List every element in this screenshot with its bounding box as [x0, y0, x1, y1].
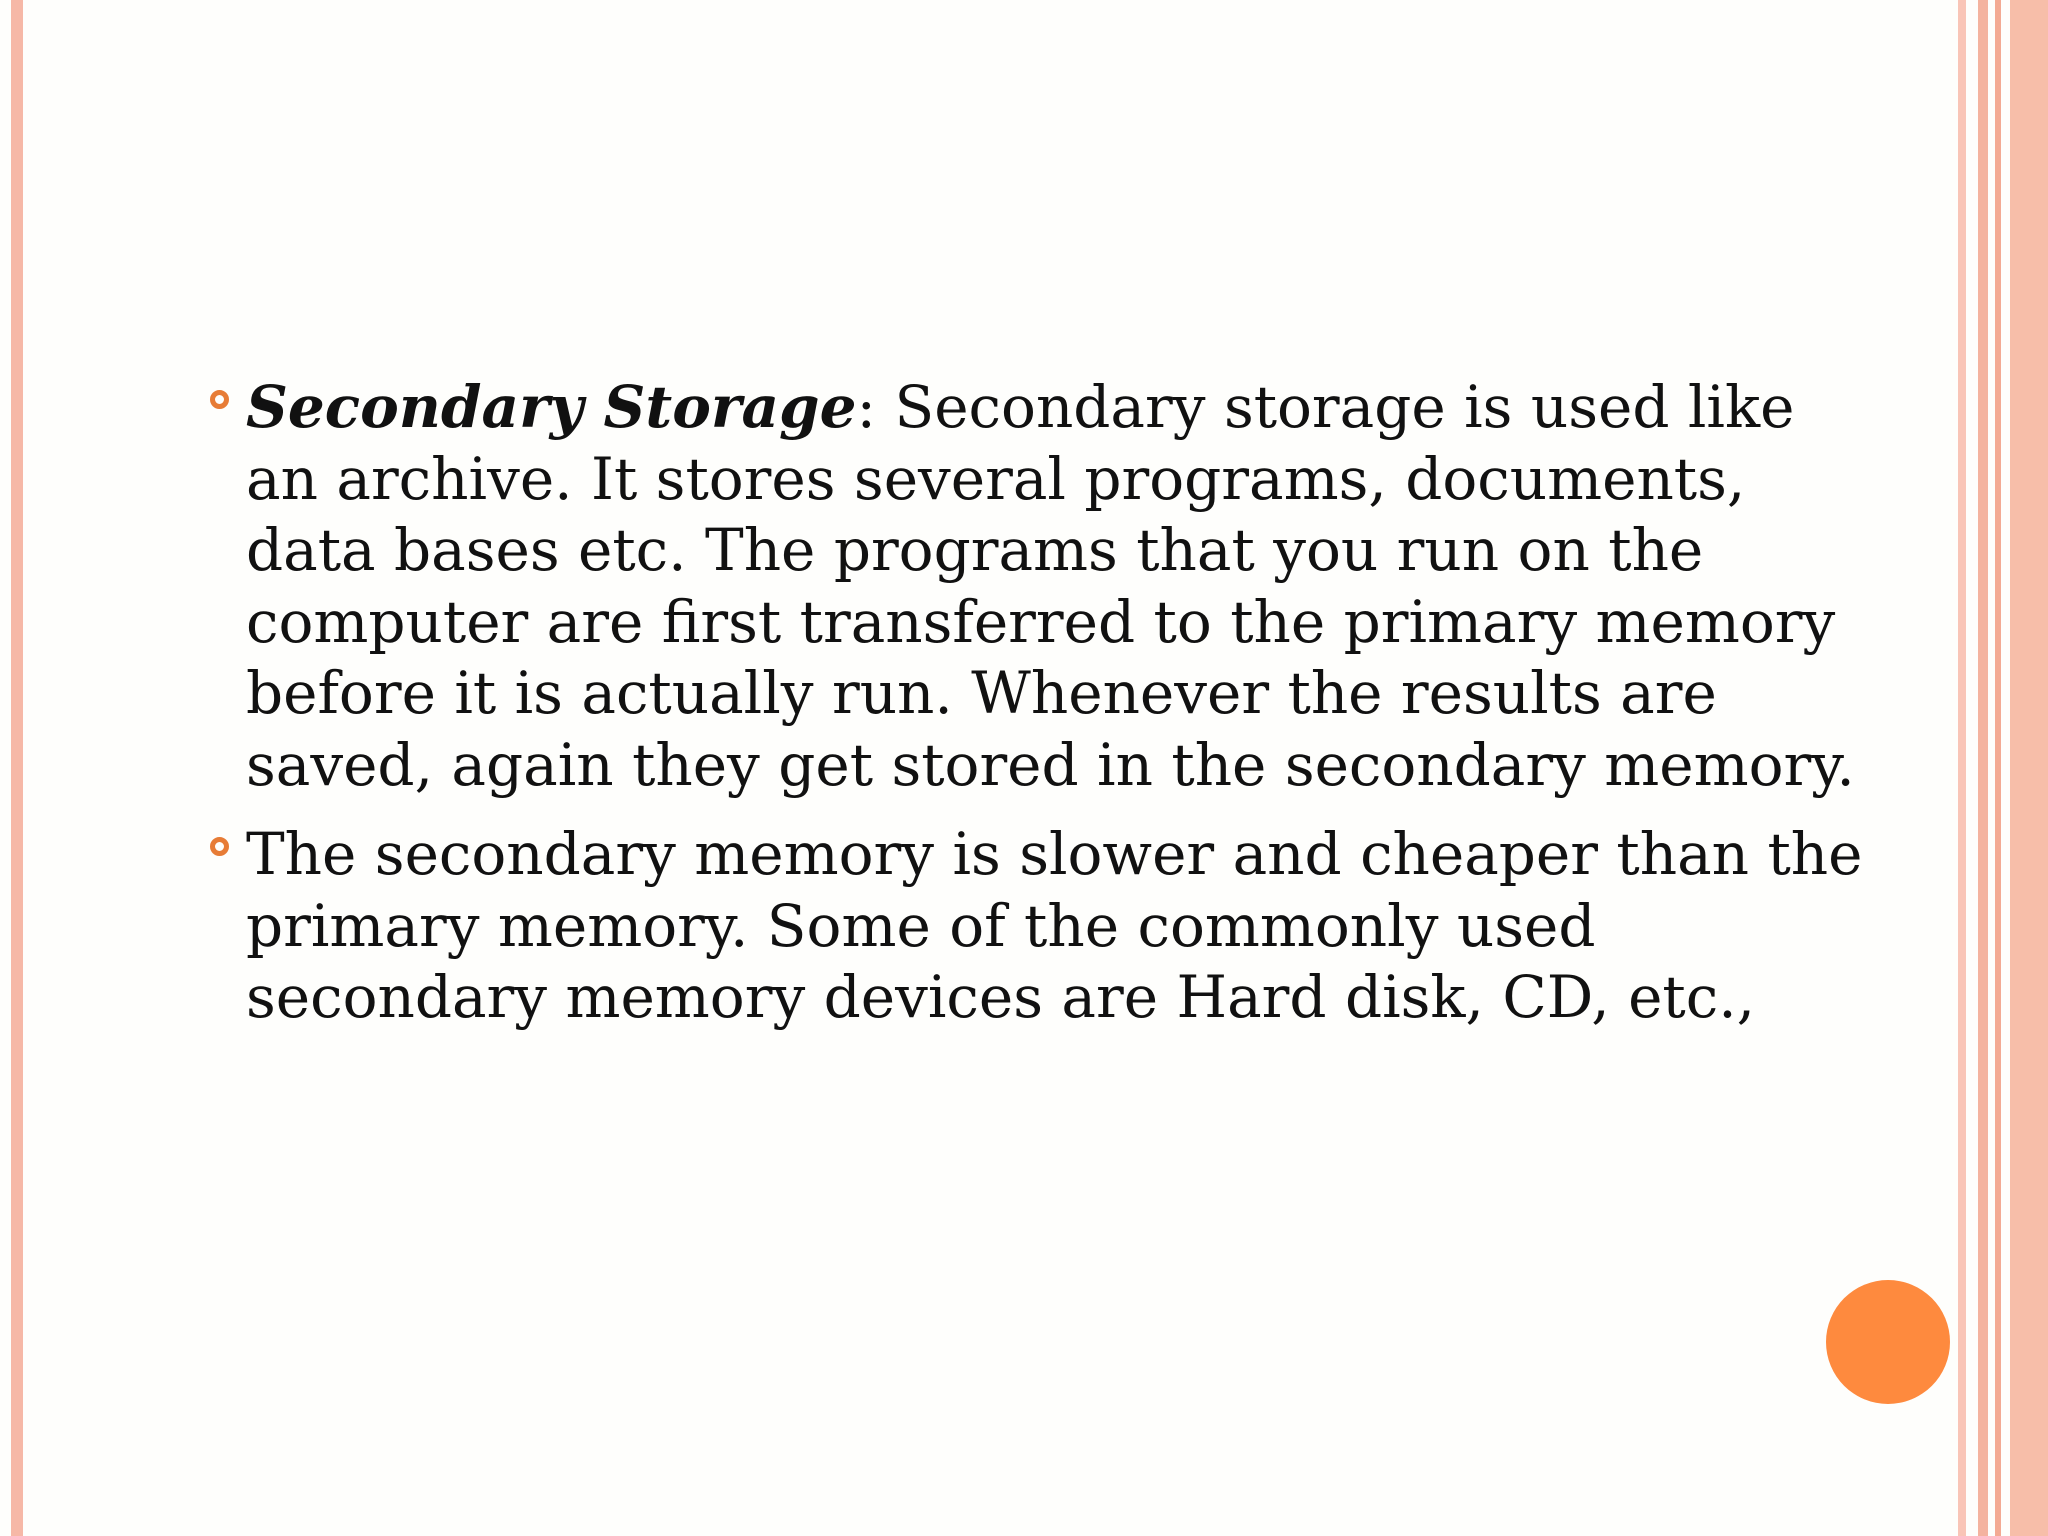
bullet-line-3: data bases etc. The programs that you run on the [246, 516, 1704, 584]
right-border-band-4 [2010, 0, 2048, 1536]
bullet-line-1: The secondary memory is slower and cheaper than the [246, 820, 1863, 888]
bullet-text: : Secondary storage is used like [856, 373, 1795, 441]
slide-content [208, 372, 1863, 1034]
orange-circle-decoration [1826, 1280, 1950, 1404]
term-secondary-storage: Secondary Storage [246, 373, 857, 441]
bullet-item-memory-comparison [208, 819, 1863, 1034]
bullet-line-2: an archive. It stores several programs, documents, [246, 444, 1746, 513]
bullet-line-5: before it is actually run. Whenever the results are [246, 659, 1717, 727]
bullet-line-4: computer are first transferred to the primary memory [246, 587, 1836, 656]
left-border-band [11, 0, 23, 1536]
right-border-band-1 [1958, 0, 1966, 1536]
right-border-band-2 [1978, 0, 1988, 1536]
bullet-item-secondary-storage [208, 372, 1855, 801]
right-border-band-3 [1995, 0, 2001, 1536]
bullet-line-2: primary memory. Some of the commonly used [246, 891, 1596, 960]
ring-bullet-icon [210, 390, 229, 409]
ring-bullet-icon [210, 837, 229, 856]
bullet-line-3: secondary memory devices are Hard disk, CD, etc., [246, 963, 1756, 1031]
bullet-line-6: saved, again they get stored in the secondary memory. [246, 730, 1855, 799]
bullet-line-1 [246, 372, 1795, 444]
